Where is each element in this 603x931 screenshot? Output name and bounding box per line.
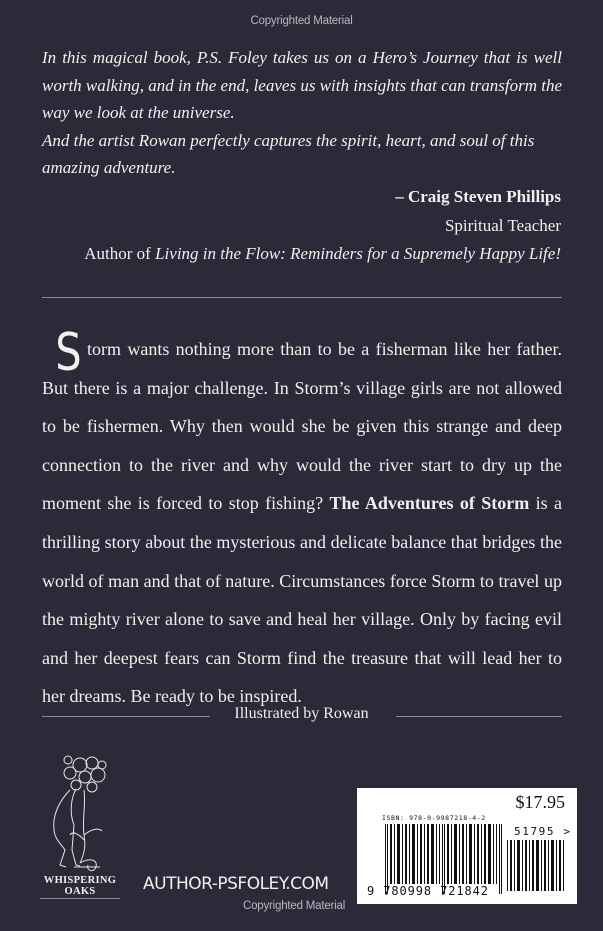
- endorsement-paragraph-1: In this magical book, P.S. Foley takes us on a Hero’s Journey that is well worth walking, and in the end, leaves us with insights that can transform the way we look at the universe.: [42, 48, 562, 122]
- copyright-watermark-bottom: Copyrighted Material: [243, 900, 346, 912]
- illustrator-credit: [0, 703, 603, 729]
- synopsis-text-1: torm wants nothing more than to be a fisherman like her father. But there is a major challenge. In Storm’s village girls are not allowed to be fishermen. Why then would she be given this strange and deep connection to the river and why would the river start to dry up the moment she is forced to stop fishing?: [42, 339, 562, 514]
- section-divider: [42, 297, 562, 298]
- addon-barcode-icon: [507, 840, 565, 891]
- endorsement-attribution: [84, 183, 561, 269]
- barcode-label: [357, 788, 577, 904]
- price-addon-code: 51795 >: [514, 825, 572, 838]
- isbn-label: ISBN: 978-0-9987218-4-2: [382, 814, 486, 822]
- publisher-logo-text: [40, 875, 120, 899]
- synopsis-text-2: is a thrilling story about the mysterious and delicate balance that bridges the world of man and that of nature. Circumstances force Storm to travel up the mighty river alone to save and heal her village. Only by facing evil and her deepest fears can Storm find the treasure that will lead her to her dreams. Be ready to be inspired.: [42, 493, 562, 707]
- illustrator-text: Illustrated by Rowan: [234, 705, 369, 722]
- publisher-name-line2: OAKS: [40, 886, 120, 899]
- drop-cap: S: [55, 323, 82, 383]
- price: $17.95: [515, 792, 565, 812]
- endorser-book-line: [84, 240, 561, 269]
- divider-right: [396, 716, 562, 717]
- author-website: AUTHOR-PSFOLEY.COM: [143, 874, 329, 894]
- publisher-name-line1: WHISPERING: [43, 875, 117, 886]
- book-synopsis: [42, 323, 562, 716]
- author-of-prefix: Author of: [84, 244, 156, 263]
- endorsement-quote: [42, 44, 562, 182]
- endorsement-paragraph-2: And the artist Rowan perfectly captures the spirit, heart, and soul of this amazing adventure.: [42, 130, 535, 177]
- endorser-role: Spiritual Teacher: [444, 215, 561, 235]
- copyright-watermark-top: Copyrighted Material: [250, 15, 353, 27]
- endorser-book-title: Living in the Flow: Reminders for a Supremely Happy Life!: [155, 244, 561, 263]
- ean-digits: 9 780998 721842: [367, 884, 489, 898]
- book-title: The Adventures of Storm: [329, 493, 530, 514]
- tree-figure-logo-icon: [40, 745, 125, 895]
- endorser-name: – Craig Steven Phillips: [395, 187, 561, 206]
